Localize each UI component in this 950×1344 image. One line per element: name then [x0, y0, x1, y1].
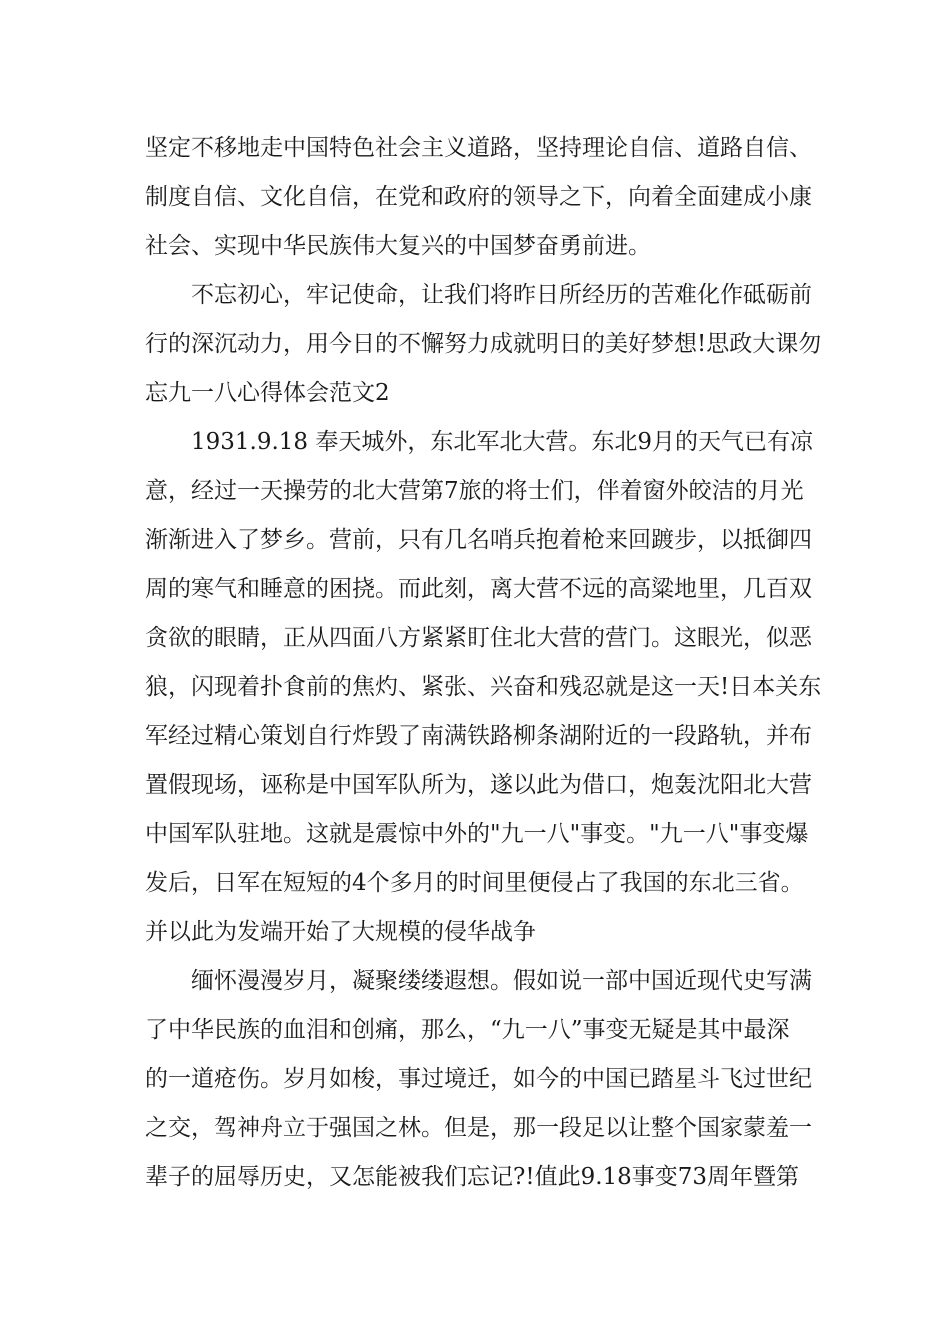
text-line: 行的深沉动力，用今日的不懈努力成就明日的美好梦想!思政大课勿 — [145, 331, 822, 357]
text-line: 发后，日军在短短的4个多月的时间里便侵占了我国的东北三省。 — [145, 870, 804, 896]
text-line: 置假现场，诬称是中国军队所为，遂以此为借口，炮轰沈阳北大营 — [145, 772, 812, 798]
document-body — [145, 124, 822, 1202]
text-line: 忘九一八心得体会范文2 — [145, 380, 390, 406]
text-line: 的一道疮伤。岁月如梭，事过境迁，如今的中国已踏星斗飞过世纪 — [145, 1066, 812, 1092]
paragraph — [145, 271, 822, 418]
text-line: 狼，闪现着扑食前的焦灼、紧张、兴奋和残忍就是这一天!日本关东 — [145, 674, 822, 700]
text-line: 辈子的屈辱历史，又怎能被我们忘记?!值此9.18事变73周年暨第 — [145, 1164, 800, 1190]
text-line: 意，经过一天操劳的北大营第7旅的将士们，伴着窗外皎洁的月光 — [145, 478, 804, 504]
paragraph — [145, 418, 822, 957]
text-line: 周的寒气和睡意的困挠。而此刻，离大营不远的高粱地里，几百双 — [145, 576, 812, 602]
text-line: 并以此为发端开始了大规模的侵华战争 — [145, 919, 536, 945]
text-line: 坚定不移地走中国特色社会主义道路，坚持理论自信、道路自信、 — [145, 135, 812, 161]
paragraph — [145, 124, 810, 271]
text-line: 军经过精心策划自行炸毁了南满铁路柳条湖附近的一段路轨，并布 — [145, 723, 812, 749]
text-line: 缅怀漫漫岁月，凝聚缕缕遐想。假如说一部中国近现代史写满 — [191, 968, 812, 994]
text-line: 渐渐进入了梦乡。营前，只有几名哨兵抱着枪来回踱步，以抵御四 — [145, 527, 812, 553]
text-line: 不忘初心，牢记使命，让我们将昨日所经历的苦难化作砥砺前 — [191, 282, 812, 308]
text-line: 中国军队驻地。这就是震惊中外的"九一八"事变。"九一八"事变爆 — [145, 821, 809, 847]
text-line: 之交，驾神舟立于强国之林。但是，那一段足以让整个国家蒙羞一 — [145, 1115, 812, 1141]
text-line: 社会、实现中华民族伟大复兴的中国梦奋勇前进。 — [145, 233, 651, 259]
text-line: 制度自信、文化自信，在党和政府的领导之下，向着全面建成小康 — [145, 184, 812, 210]
text-line: 贪欲的眼睛，正从四面八方紧紧盯住北大营的营门。这眼光，似恶 — [145, 625, 812, 651]
text-line: 1931.9.18 奉天城外，东北军北大营。东北9月的天气已有凉 — [191, 429, 813, 455]
text-line: 了中华民族的血泪和创痛，那么，“九一八”事变无疑是其中最深 — [145, 1017, 790, 1043]
paragraph — [145, 957, 810, 1202]
